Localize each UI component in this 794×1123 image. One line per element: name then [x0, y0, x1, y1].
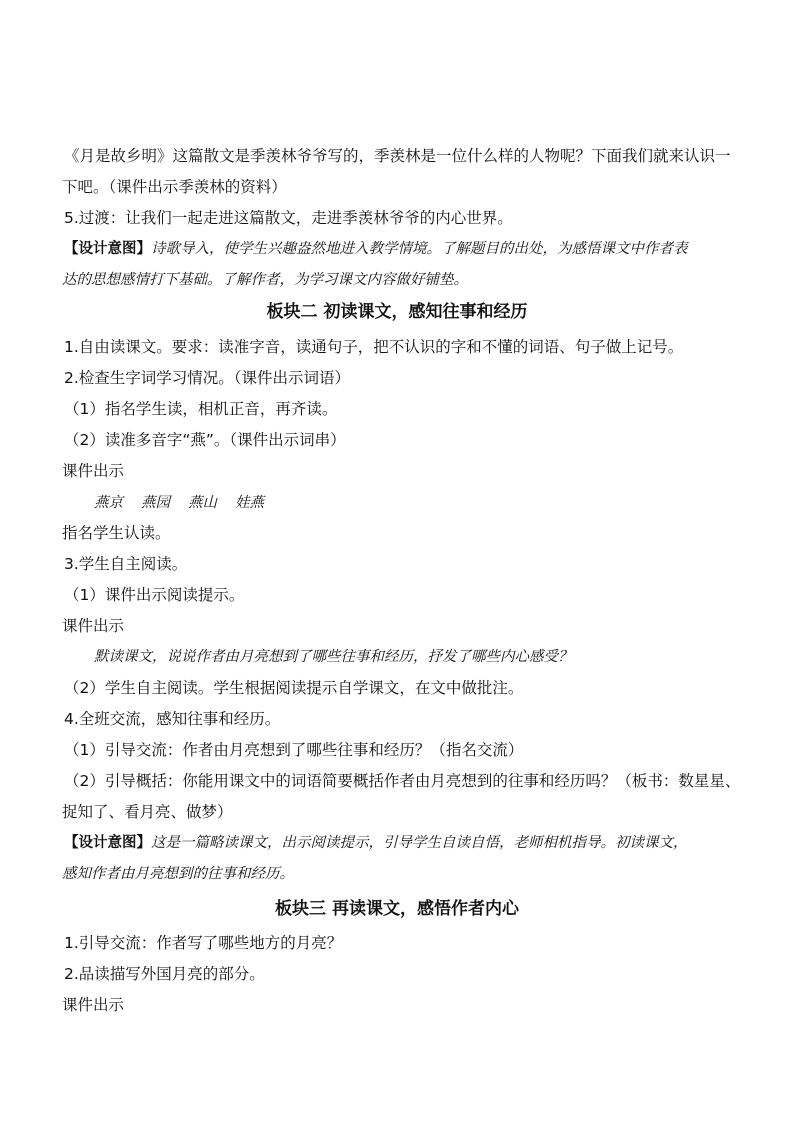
design-intent-tag: 【设计意图】	[64, 241, 151, 257]
s3-step-1: 1.引导交流：作者写了哪些地方的月亮？	[64, 934, 343, 952]
s2-step-2-1: （1）指名学生读，相机正音，再齐读。	[64, 400, 338, 418]
intro-line-2: 下吧。（课件出示季羡林的资料）	[62, 178, 287, 196]
s2-step-3-1: （1）课件出示阅读提示。	[64, 586, 245, 604]
reading-prompt: 默读课文，说说作者由月亮想到了哪些往事和经历，抒发了哪些内心感受？	[94, 649, 573, 665]
s3-step-2: 2.品读描写外国月亮的部分。	[64, 965, 265, 983]
s2-step-3: 3.学生自主阅读。	[64, 555, 188, 573]
design-intent-1-cont: 达的思想感情打下基础。了解作者，为学习课文内容做好铺垫。	[62, 272, 468, 288]
courseware-label-3: 课件出示	[62, 996, 125, 1014]
intro-line-1: 《月是故乡明》这篇散文是季羡林爷爷写的，季羡林是一位什么样的人物呢？下面我们就来认识一	[64, 147, 731, 165]
phrase-3: 燕山	[188, 495, 217, 511]
section-heading-3: 板块三 再读课文，感悟作者内心	[275, 899, 519, 919]
s2-step-2: 2.检查生字词学习情况。（课件出示词语）	[64, 369, 351, 387]
design-intent-text: 诗歌导入，使学生兴趣盎然地进入教学情境。了解题目的出处，为感悟课文中作者表	[151, 241, 688, 257]
s2-step-4: 4.全班交流，感知往事和经历。	[64, 710, 281, 728]
section-heading-2: 板块二 初读课文，感知往事和经历	[266, 302, 528, 322]
s2-step-2-2: （2）读准多音字“燕”。（课件出示词串）	[64, 431, 346, 449]
s2-step-4-2-cont: 捉知了、看月亮、做梦）	[62, 803, 233, 821]
s2-step-1: 1.自由读课文。要求：读准字音，读通句子，把不认识的字和不懂的词语、句子做上记号。	[64, 338, 684, 356]
s2-step-3-2: （2）学生自主阅读。学生根据阅读提示自学课文，在文中做批注。	[64, 679, 524, 697]
design-intent-text-2: 这是一篇略读课文，出示阅读提示，引导学生自读自悟，老师相机指导。初读课文，	[151, 835, 688, 851]
phrase-1: 燕京	[94, 495, 123, 511]
courseware-label-1: 课件出示	[62, 462, 125, 480]
courseware-label-2: 课件出示	[62, 617, 125, 635]
phrase-2: 燕园	[141, 495, 170, 511]
design-intent-1	[64, 239, 754, 259]
s2-step-4-2: （2）引导概括：你能用课文中的词语简要概括作者由月亮想到的往事和经历吗？（板书：数星星、	[64, 772, 741, 790]
design-intent-tag-2: 【设计意图】	[64, 835, 151, 851]
s2-step-2-after: 指名学生认读。	[62, 524, 171, 542]
design-intent-2	[64, 833, 754, 853]
phrase-row	[94, 492, 784, 513]
s2-step-4-1: （1）引导交流：作者由月亮想到了哪些往事和经历？（指名交流）	[64, 741, 524, 759]
phrase-4: 娃燕	[235, 495, 264, 511]
step-5-transition: 5.过渡：让我们一起走进这篇散文，走进季羡林爷爷的内心世界。	[64, 209, 513, 227]
design-intent-2-cont: 感知作者由月亮想到的往事和经历。	[62, 866, 294, 882]
